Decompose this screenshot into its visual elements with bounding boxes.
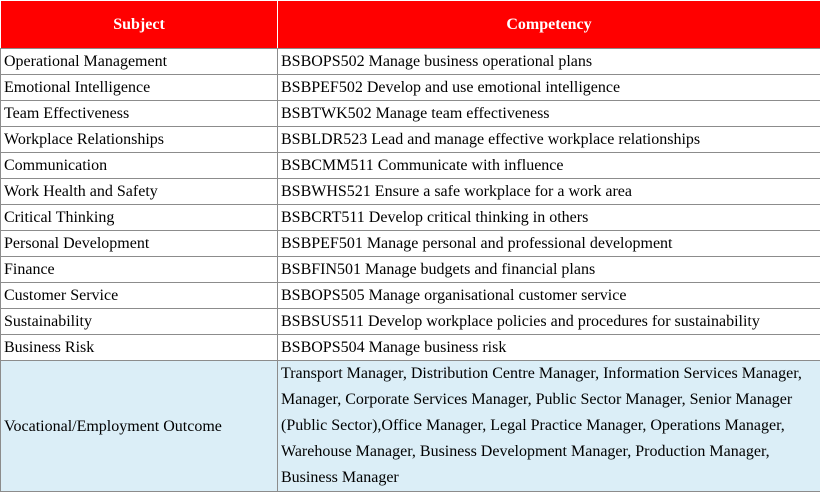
subject-cell: Workplace Relationships — [1, 127, 278, 153]
subject-cell: Communication — [1, 153, 278, 179]
table-row — [1, 75, 820, 101]
table-row — [1, 153, 820, 179]
competency-cell: BSBSUS511 Develop workplace policies and procedures for sustainability — [278, 309, 820, 335]
competency-cell: BSBPEF501 Manage personal and professional development — [278, 231, 820, 257]
competency-cell: BSBOPS504 Manage business risk — [278, 335, 820, 361]
table-row — [1, 257, 820, 283]
table-row — [1, 205, 820, 231]
header-subject: Subject — [1, 1, 278, 49]
table-row — [1, 101, 820, 127]
subject-cell: Business Risk — [1, 335, 278, 361]
subject-cell: Personal Development — [1, 231, 278, 257]
subject-cell: Critical Thinking — [1, 205, 278, 231]
table-row — [1, 309, 820, 335]
subject-cell: Work Health and Safety — [1, 179, 278, 205]
subject-cell: Team Effectiveness — [1, 101, 278, 127]
subject-cell: Sustainability — [1, 309, 278, 335]
table-row — [1, 179, 820, 205]
competency-cell: BSBOPS505 Manage organisational customer service — [278, 283, 820, 309]
competency-cell: BSBLDR523 Lead and manage effective workplace relationships — [278, 127, 820, 153]
table-row — [1, 49, 820, 75]
competency-cell: BSBPEF502 Develop and use emotional intelligence — [278, 75, 820, 101]
competency-cell: BSBFIN501 Manage budgets and financial plans — [278, 257, 820, 283]
table-row — [1, 231, 820, 257]
competency-cell: BSBWHS521 Ensure a safe workplace for a work area — [278, 179, 820, 205]
table-row — [1, 335, 820, 361]
subject-cell: Emotional Intelligence — [1, 75, 278, 101]
subject-cell: Customer Service — [1, 283, 278, 309]
competency-cell: BSBOPS502 Manage business operational plans — [278, 49, 820, 75]
competency-cell: BSBTWK502 Manage team effectiveness — [278, 101, 820, 127]
outcome-subject-cell: Vocational/Employment Outcome — [1, 361, 278, 492]
subject-cell: Finance — [1, 257, 278, 283]
table-row — [1, 127, 820, 153]
competency-cell: BSBCMM511 Communicate with influence — [278, 153, 820, 179]
competency-cell: BSBCRT511 Develop critical thinking in others — [278, 205, 820, 231]
outcome-competency-cell: Transport Manager, Distribution Centre Manager, Information Services Manager, Manager, Corporate Services Manager, Public Sector Manager, Senior Manager (Public Sector),Office Manager, Legal Practice Manager, Operations Manager, Warehouse Manager, Business Development Manager, Production Manager, Business Manager — [278, 361, 820, 492]
subject-cell: Operational Management — [1, 49, 278, 75]
header-competency: Competency — [278, 1, 820, 49]
outcome-row — [1, 361, 820, 492]
table-header-row — [1, 1, 820, 49]
table-row — [1, 283, 820, 309]
